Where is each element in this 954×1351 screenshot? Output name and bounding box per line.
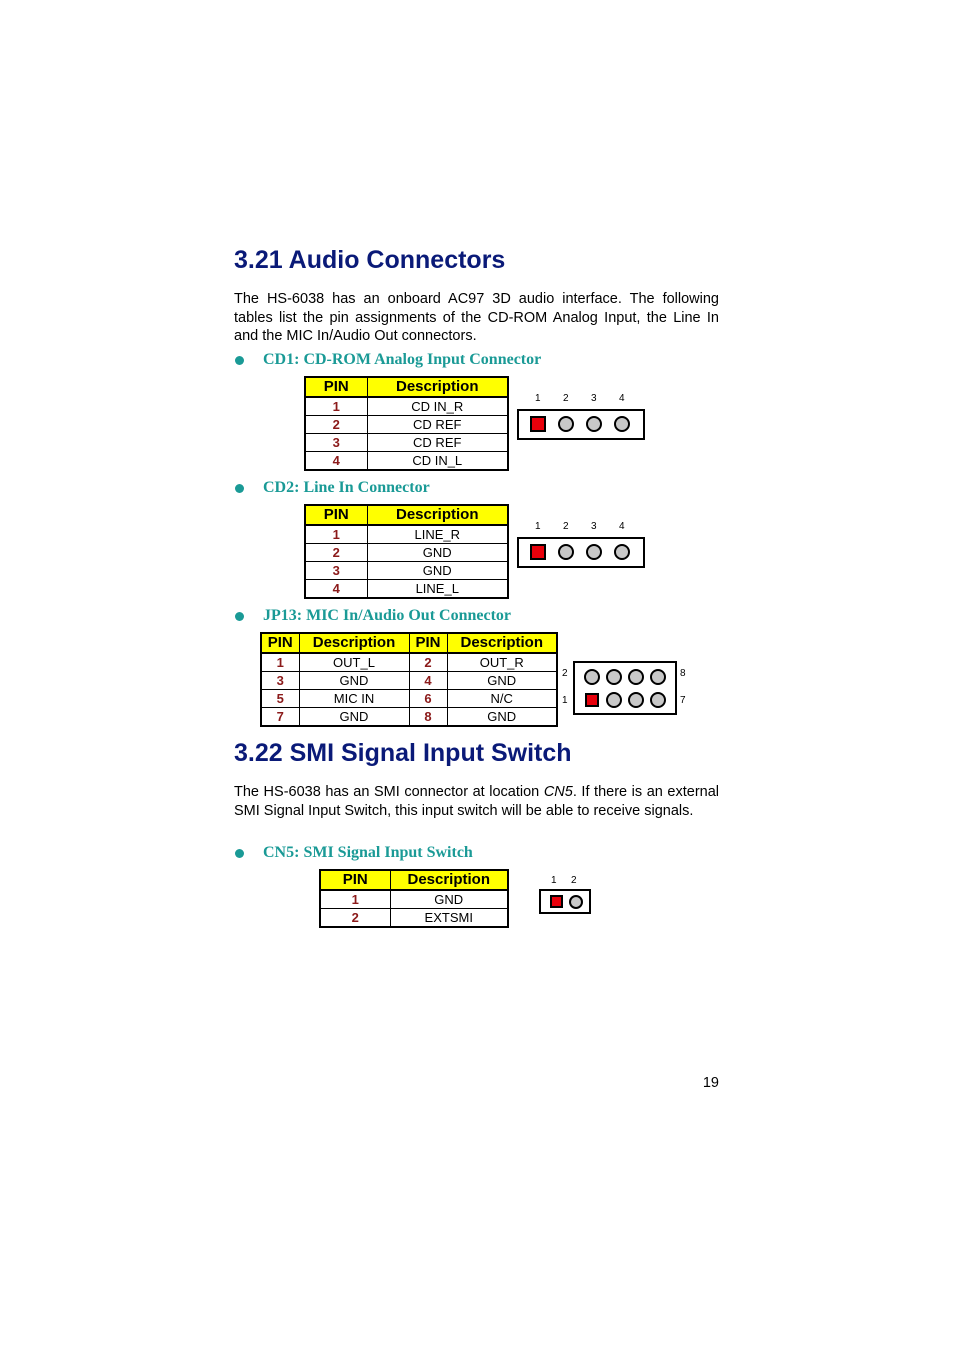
smi-intro-text-continued: . If there is an external SMI Signal Input Switch, this input switch will be able to receive signals. [234, 784, 719, 819]
pin-label: 2 [563, 393, 569, 404]
pin-label: 1 [562, 695, 568, 706]
pin-label: 2 [563, 521, 569, 532]
pin-number: 3 [261, 672, 299, 690]
smi-intro-paragraph [234, 783, 719, 820]
pin-circle-icon [606, 669, 622, 685]
pin-column-header: PIN [261, 633, 299, 653]
pin-circle-icon [606, 692, 622, 708]
pin-label: 7 [680, 695, 686, 706]
table-header-row [261, 633, 557, 653]
table-row [305, 452, 508, 471]
pin-description: OUT_R [447, 653, 557, 672]
pin-description: LINE_L [367, 580, 508, 599]
pin-column-header: PIN [305, 505, 367, 525]
pin-label: 1 [551, 875, 557, 886]
connector-header-body [517, 409, 645, 440]
section-title-smi-switch: 3.22 SMI Signal Input Switch [234, 739, 572, 767]
pin-circle-icon [650, 669, 666, 685]
connector-header-body [539, 889, 591, 914]
pin-circle-icon [558, 544, 574, 560]
pin-description: GND [367, 562, 508, 580]
pin-number: 1 [261, 653, 299, 672]
pin-circle-icon [558, 416, 574, 432]
pin-description: GND [390, 890, 508, 909]
pin-label: 4 [619, 393, 625, 404]
pin-number: 2 [305, 416, 367, 434]
pin-number: 4 [305, 452, 367, 471]
pin-circle-icon [586, 416, 602, 432]
pin-label: 2 [571, 875, 577, 886]
pin-number: 5 [261, 690, 299, 708]
bullet-dot-icon [235, 612, 244, 621]
cd2-label: CD2: Line In Connector [263, 479, 430, 496]
pin1-square-icon [550, 895, 563, 908]
smi-location: CN5 [543, 784, 573, 800]
pin-number: 3 [305, 434, 367, 452]
table-row [320, 909, 508, 928]
pin-circle-icon [586, 544, 602, 560]
cn5-pin-table [319, 869, 509, 928]
cn5-connector-diagram [539, 876, 591, 916]
pin-description: MIC IN [299, 690, 409, 708]
description-column-header: Description [299, 633, 409, 653]
table-row [261, 653, 557, 672]
pin1-square-icon [585, 693, 599, 707]
cn5-bullet [235, 844, 473, 862]
cd1-connector-diagram [517, 392, 645, 442]
pin-description: GND [299, 672, 409, 690]
pin1-square-icon [530, 544, 546, 560]
jp13-label: JP13: MIC In/Audio Out Connector [263, 607, 512, 624]
jp13-connector-diagram [560, 660, 690, 716]
description-column-header: Description [447, 633, 557, 653]
pin-number: 2 [305, 544, 367, 562]
pin-column-header: PIN [409, 633, 447, 653]
table-row [305, 580, 508, 599]
pin-label: 8 [680, 668, 686, 679]
cd2-connector-diagram [517, 520, 645, 570]
bullet-dot-icon [235, 484, 244, 493]
pin-label: 2 [562, 668, 568, 679]
pin-description: GND [447, 672, 557, 690]
jp13-pin-table [260, 632, 558, 727]
table-row [261, 690, 557, 708]
pin-circle-icon [614, 416, 630, 432]
pin-number: 1 [305, 397, 367, 416]
pin-description: CD IN_L [367, 452, 508, 471]
pin-description: LINE_R [367, 525, 508, 544]
pin-number: 8 [409, 708, 447, 727]
bullet-dot-icon [235, 849, 244, 858]
table-row [261, 708, 557, 727]
table-row [305, 525, 508, 544]
cd2-bullet [235, 479, 430, 497]
table-row [305, 544, 508, 562]
pin-circle-icon [628, 669, 644, 685]
pin-description: CD IN_R [367, 397, 508, 416]
bullet-dot-icon [235, 356, 244, 365]
table-row [305, 397, 508, 416]
pin-description: GND [299, 708, 409, 727]
table-row [305, 434, 508, 452]
pin-label: 4 [619, 521, 625, 532]
pin-description: GND [447, 708, 557, 727]
pin-circle-icon [650, 692, 666, 708]
pin-description: CD REF [367, 416, 508, 434]
pin-number: 4 [409, 672, 447, 690]
pin-number: 7 [261, 708, 299, 727]
pin-number: 1 [320, 890, 390, 909]
cd1-bullet [235, 351, 541, 369]
pin-description: EXTSMI [390, 909, 508, 928]
table-header-row [305, 377, 508, 397]
pin-description: N/C [447, 690, 557, 708]
description-column-header: Description [390, 870, 508, 890]
pin-column-header: PIN [305, 377, 367, 397]
cd1-pin-table [304, 376, 509, 471]
pin-label: 1 [535, 521, 541, 532]
pin-number: 1 [305, 525, 367, 544]
connector-header-body [573, 661, 677, 715]
audio-intro-paragraph: The HS-6038 has an onboard AC97 3D audio interface. The following tables list the pin assignments of the CD-ROM Analog Input, the Line In and the MIC In/Audio Out connectors. [234, 291, 719, 344]
table-row [305, 562, 508, 580]
pin-number: 2 [320, 909, 390, 928]
pin-column-header: PIN [320, 870, 390, 890]
table-header-row [305, 505, 508, 525]
pin-number: 4 [305, 580, 367, 599]
pin-number: 6 [409, 690, 447, 708]
pin-description: OUT_L [299, 653, 409, 672]
cd2-pin-table [304, 504, 509, 599]
jp13-bullet [235, 607, 511, 625]
pin-circle-icon [628, 692, 644, 708]
pin-description: GND [367, 544, 508, 562]
table-row [320, 890, 508, 909]
pin-number: 3 [305, 562, 367, 580]
section-title-audio-connectors: 3.21 Audio Connectors [234, 246, 506, 274]
pin-description: CD REF [367, 434, 508, 452]
description-column-header: Description [367, 505, 508, 525]
pin-number: 2 [409, 653, 447, 672]
smi-intro-text: The HS-6038 has an SMI connector at location [234, 784, 544, 800]
connector-header-body [517, 537, 645, 568]
page-number: 19 [702, 1075, 719, 1091]
cn5-label: CN5: SMI Signal Input Switch [263, 844, 473, 861]
pin-label: 1 [535, 393, 541, 404]
table-header-row [320, 870, 508, 890]
cd1-label: CD1: CD-ROM Analog Input Connector [263, 351, 542, 368]
description-column-header: Description [367, 377, 508, 397]
pin-circle-icon [569, 895, 583, 909]
pin-label: 3 [591, 393, 597, 404]
table-row [305, 416, 508, 434]
pin-circle-icon [584, 669, 600, 685]
pin1-square-icon [530, 416, 546, 432]
table-row [261, 672, 557, 690]
pin-circle-icon [614, 544, 630, 560]
pin-label: 3 [591, 521, 597, 532]
